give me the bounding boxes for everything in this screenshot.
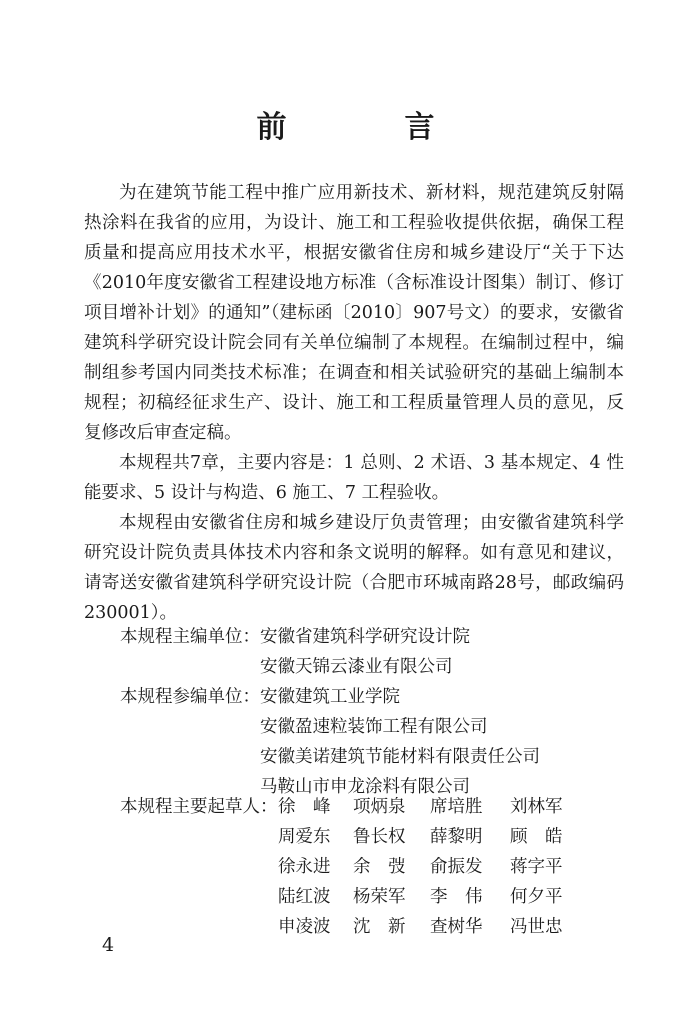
- drafter-name: 李 伟: [430, 887, 483, 907]
- chief-units-label: 本规程主编单位：: [120, 627, 260, 647]
- drafter-name: 刘林军: [510, 797, 563, 817]
- drafters-grid: [278, 792, 580, 942]
- preface-body: [84, 178, 624, 628]
- drafter-name: 周爱东: [278, 827, 331, 847]
- drafter-name: 徐永进: [278, 857, 331, 877]
- participant-units-row: [120, 682, 540, 802]
- paragraph: 本规程共7章，主要内容是：1 总则、2 术语、3 基本规定、4 性能要求、5 设计与构造、6 施工、7 工程验收。: [84, 453, 624, 503]
- drafter-name: 薛黎明: [430, 827, 483, 847]
- drafter-name: 申凌波: [278, 917, 331, 937]
- drafter-name: 杨荣军: [353, 887, 406, 907]
- drafter-name: 顾 皓: [510, 827, 563, 847]
- drafter-name: 鲁长权: [353, 827, 406, 847]
- participant-unit: 马鞍山市申龙涂料有限公司: [260, 777, 470, 797]
- drafter-name: 项炳泉: [353, 797, 406, 817]
- drafter-name: 陆红波: [278, 887, 331, 907]
- drafter-name: 徐 峰: [278, 797, 331, 817]
- participant-unit: 安徽建筑工业学院: [260, 687, 400, 707]
- page-title: 前 言: [256, 110, 479, 145]
- participant-units-label: 本规程参编单位：: [120, 687, 260, 707]
- drafter-name: 冯世忠: [510, 917, 563, 937]
- chief-unit: 安徽天锦云漆业有限公司: [260, 657, 453, 677]
- paragraph: 为在建筑节能工程中推广应用新技术、新材料，规范建筑反射隔热涂料在我省的应用，为设计、施工和工程验收提供依据，确保工程质量和提高应用技术水平，根据安徽省住房和城乡建设厅“关于下达《2010年度安徽省工程建设地方标准（含标准设计图集）制订、修订项目增补计划》的通知”（建标函〔2010〕907号文）的要求，安徽省建筑科学研究设计院会同有关单位编制了本规程。在编制过程中，编制组参考国内同类技术标准；在调查和相关试验研究的基础上编制本规程；初稿经征求生产、设计、施工和工程质量管理人员的意见，反复修改后审查定稿。: [84, 183, 624, 443]
- paragraph: 本规程由安徽省住房和城乡建设厅负责管理；由安徽省建筑科学研究设计院负责具体技术内容和条文说明的解释。如有意见和建议，请寄送安徽省建筑科学研究设计院（合肥市环城南路28号，邮政编码230001）。: [84, 513, 624, 623]
- drafter-name: 余 弢: [353, 857, 406, 877]
- participant-unit: 安徽美诺建筑节能材料有限责任公司: [260, 747, 540, 767]
- chief-units-row: [120, 622, 540, 682]
- drafter-name: 席培胜: [430, 797, 483, 817]
- drafters-label: 本规程主要起草人：: [120, 797, 278, 817]
- drafter-name: 查树华: [430, 917, 483, 937]
- drafter-name: 何夕平: [510, 887, 563, 907]
- editing-units: [120, 622, 540, 802]
- drafter-name: 蒋字平: [510, 857, 563, 877]
- drafter-name: 俞振发: [430, 857, 483, 877]
- drafter-name: 沈 新: [353, 917, 406, 937]
- chief-unit: 安徽省建筑科学研究设计院: [260, 627, 470, 647]
- page-number: 4: [102, 934, 115, 956]
- participant-unit: 安徽盈速粒装饰工程有限公司: [260, 717, 488, 737]
- drafters-block: [120, 792, 580, 942]
